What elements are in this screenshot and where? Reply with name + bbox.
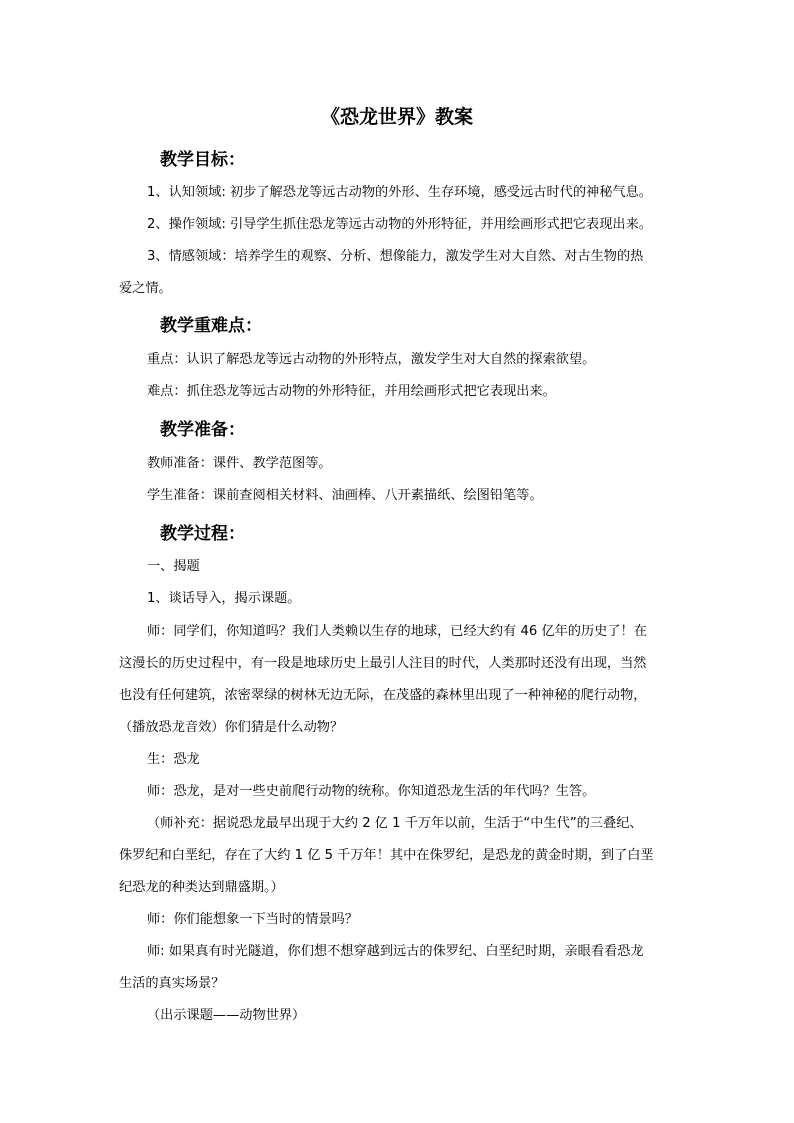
key-point: 重点：认识了解恐龙等远古动物的外形特点，激发学生对大自然的探索欲望。 <box>147 352 596 367</box>
process-line: 这漫长的历史过程中，有一段是地球历史上最引人注目的时代，人类那时还没有出现，当然 <box>119 656 647 671</box>
process-line: （出示课题——动物世界） <box>147 1008 306 1023</box>
process-line: 侏罗纪和白垩纪，存在了大约 1 亿 5 千万年！其中在侏罗纪，是恐龙的黄金时期，到了白垩 <box>119 848 654 863</box>
process-line: （播放恐龙音效）你们猜是什么动物？ <box>119 720 344 735</box>
process-line: （师补充：据说恐龙最早出现于大约 2 亿 1 千万年以前，生活于“中生代”的三叠纪、 <box>147 816 643 831</box>
heading-teaching-process: 教学过程： <box>160 524 245 544</box>
document-title: 《恐龙世界》教案 <box>320 106 473 128</box>
process-line: 也没有任何建筑，浓密翠绿的树林无边无际，在茂盛的森林里出现了一种神秘的爬行动物， <box>119 688 647 703</box>
teacher-preparation: 教师准备：课件、教学范图等。 <box>147 456 332 471</box>
goal-operational: 2、操作领域: 引导学生抓住恐龙等远古动物的外形特征，并用绘画形式把它表现出来。 <box>147 217 652 232</box>
process-line: 1、谈话导入，揭示课题。 <box>147 591 301 606</box>
goal-emotional: 3、情感领域：培养学生的观察、分析、想像能力，激发学生对大自然、对古生物的热 <box>147 249 644 264</box>
process-line: 师：你们能想象一下当时的情景吗？ <box>147 912 358 927</box>
student-preparation: 学生准备：课前查阅相关材料、油画棒、八开素描纸、绘图铅笔等。 <box>147 488 543 503</box>
process-line: 师：恐龙，是对一些史前爬行动物的统称。你知道恐龙生活的年代吗？生答。 <box>147 784 596 799</box>
heading-teaching-goals: 教学目标： <box>160 150 245 170</box>
difficult-point: 难点：抓住恐龙等远古动物的外形特征，并用绘画形式把它表现出来。 <box>147 384 556 399</box>
process-line: 生：恐龙 <box>147 752 200 767</box>
goal-emotional-continued: 爱之情。 <box>119 281 172 296</box>
goal-cognitive: 1、认知领域: 初步了解恐龙等远古动物的外形、生存环境，感受远古时代的神秘气息。 <box>147 185 652 200</box>
process-line: 纪恐龙的种类达到鼎盛期。） <box>119 880 284 895</box>
process-line: 生活的真实场景？ <box>119 976 225 991</box>
heading-key-points: 教学重难点： <box>160 316 262 336</box>
heading-preparation: 教学准备： <box>160 420 245 440</box>
process-line: 一、揭题 <box>147 559 200 574</box>
process-line: 师：同学们，你知道吗？我们人类赖以生存的地球，已经大约有 46 亿年的历史了！在 <box>147 624 647 639</box>
process-line: 师: 如果真有时光隧道，你们想不想穿越到远古的侏罗纪、白垩纪时期，亲眼看看恐龙 <box>147 944 644 959</box>
